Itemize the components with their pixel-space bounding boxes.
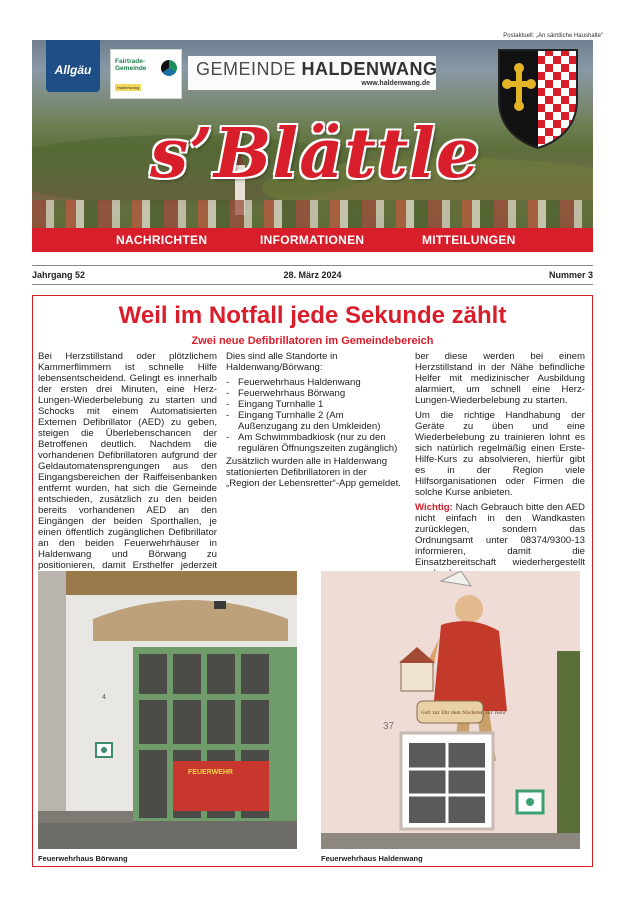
bar-item-mitteilungen: MITTEILUNGEN — [422, 233, 516, 247]
website-link[interactable]: www.haldenwang.de — [361, 80, 430, 87]
section-bar — [32, 228, 593, 252]
allgaeu-logo: Allgäu — [46, 40, 100, 92]
divider-bottom — [32, 284, 593, 285]
divider-top — [32, 265, 593, 266]
list-item: - Eingang Turnhalle 2 (Am Außenzugang zu den Umkleiden) — [226, 410, 403, 432]
article-box — [32, 295, 593, 867]
important-label: Wichtig: — [415, 502, 453, 513]
masthead — [32, 40, 593, 252]
article-headline: Weil im Notfall jede Sekunde zählt — [118, 302, 507, 329]
issue-volume: Jahrgang 52 — [32, 270, 86, 280]
svg-text:4: 4 — [102, 694, 106, 701]
fairtrade-logo: Fairtrade- Gemeinde Haldenwang — [110, 49, 182, 99]
postal-note: Postaktuell: „An sämtliche Haushalte“ — [503, 33, 603, 39]
photo-caption-boerwang: Feuerwehrhaus Börwang — [38, 854, 128, 863]
location-list — [226, 377, 403, 454]
photo-feuerwehrhaus-haldenwang — [321, 571, 580, 849]
article-subheadline: Zwei neue Defibrillatoren im Gemeindebereich — [191, 335, 434, 347]
municipality-nameplate: GEMEINDE HALDENWANG www.haldenwang.de — [188, 56, 436, 90]
issue-number: Nummer 3 — [548, 270, 593, 280]
masthead-title: s’Blättle — [150, 114, 481, 194]
photo-caption-haldenwang: Feuerwehrhaus Haldenwang — [321, 854, 423, 863]
article-column-3: ber diese werden bei einem Herzstillstand in der Nähe befindliche Helfer mit medizinischer Ausbildung alarmiert, um schnell eine Herz-Lungen-Wiederbelebung zu starten. Um die richtige Handhabung der Geräte zu üben und eine Wiederbelebung zu trainieren lohnt es sich natürlich regelmäßig einen Erste-Hilfe-Kurs zu absolvieren, hierfür gibt es in der Region viele Hilfsorganisationen oder Firmen die solche Kurse anbieten. Wichtig: Nach Gebrauch bitte den AED nicht einfach in den Wandkasten zurücklegen, sondern das Ordnungsamt unter 08374/9300-13 informieren, damit die Einsatzbereitschaft wiederhergestellt — [415, 351, 585, 568]
fire-truck-sign: FEUERWEHR — [188, 769, 233, 776]
list-item: - Feuerwehrhaus Börwang — [226, 388, 403, 399]
issue-date: 28. März 2024 — [283, 270, 342, 280]
fairtrade-mark-icon — [161, 60, 177, 76]
list-item: - Am Schwimmbadkiosk (nur zu den regulären Öffnungszeiten zugänglich) — [226, 432, 403, 454]
photo-feuerwehrhaus-boerwang — [38, 571, 297, 849]
house-plaque: Gott zur Ehr dem Nächsten zur Wehr — [421, 711, 507, 716]
list-item: - Eingang Turnhalle 1 — [226, 399, 403, 410]
list-item: - Feuerwehrhaus Haldenwang — [226, 377, 403, 388]
article-column-1: Bei Herzstillstand oder plötzlichem Kammerflimmern ist schnelle Hilfe lebensentscheidend. Gelingt es innerhalb der ersten drei Minuten, eine Herz-Lungen-Wiederbelebung zu starten und Schocks mit einem Automatisierten Externen Defibrillator (AED) zu geben, steigen die Überlebenschancen der Betroffenen deutlich. Nachdem die vorhandenen Defibrillatoren aufgrund der Geldautomatensprengungen aus den Eingangsbereichen der Raiffeisenbanken entfernt wurden, hat sich die Gemeinde entschieden, zusätzlich zu den beiden bereits vorhandenen AED an den Eingängen der beiden Sporthallen, je einen öffentlich zugänglichen Defibrillator an den beiden Feuerwehrhäuser in Haldenwang und Börwang zu positionieren, damit Ersthelfer jederzeit — [38, 351, 217, 571]
bar-item-nachrichten: NACHRICHTEN — [116, 233, 208, 247]
house-number: 37 — [383, 721, 395, 732]
bar-item-informationen: INFORMATIONEN — [260, 233, 365, 247]
coat-of-arms-icon — [497, 48, 579, 150]
article-column-2: Dies sind alle Standorte in Haldenwang/Börwang: - Feuerwehrhaus Haldenwang - Feuerwehrhaus Börwang - Eingang Turnhalle 1 - Eingang Turnhalle 2 (Am Außenzugang zu den Umkleiden) - Am Schwimmbadkiosk (nur zu den regulären Öffnungszeiten zugänglich) Zusätzlich wurden alle in Haldenwang stationierten Defibrillatoren in der „Region der Lebensretter“-App gemeldet. — [226, 351, 403, 493]
